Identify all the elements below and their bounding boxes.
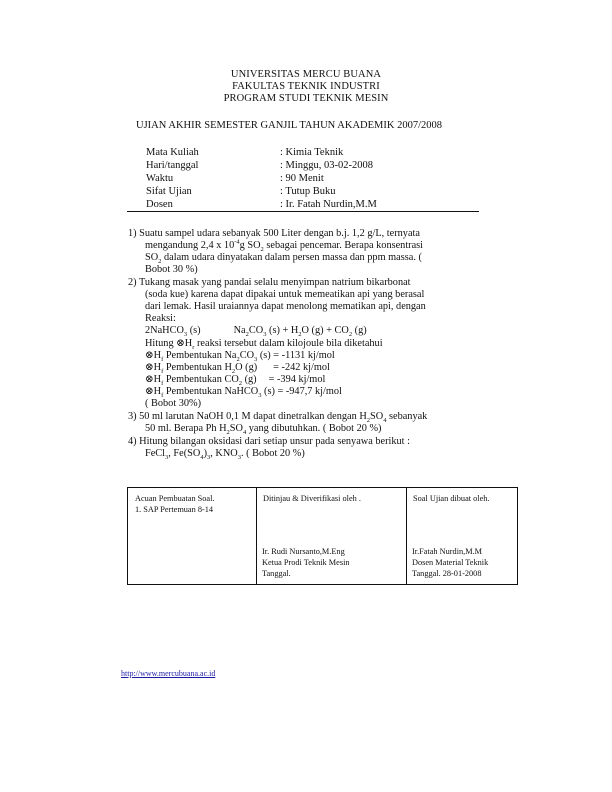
text: ⊗H xyxy=(145,350,162,361)
text: CO xyxy=(239,350,255,361)
info-value: : Tutup Buku xyxy=(280,186,336,197)
text: dalam udara dinyatakan dalam persen massa dan ppm massa. ( xyxy=(161,252,422,263)
info-value: : Ir. Fatah Nurdin,M.M xyxy=(280,199,377,210)
text: O (g) + CO xyxy=(301,325,349,336)
q2-enthalpy-3 xyxy=(145,374,325,386)
text: reaksi tersebut dalam kilojoule bila diketahui xyxy=(194,338,383,349)
q2-enthalpy-4 xyxy=(145,386,342,398)
subscript: 2 xyxy=(245,331,249,339)
exam-info xyxy=(146,146,486,211)
text: ) xyxy=(203,448,208,459)
verifier-column xyxy=(256,488,407,584)
q2-line-2: (soda kue) karena dapat dipakai untuk memeatikan api yang berasal xyxy=(145,289,425,300)
subscript: r xyxy=(192,344,195,352)
faculty-name: FAKULTAS TEKNIK INDUSTRI xyxy=(232,81,380,92)
q3-line-2 xyxy=(145,423,381,435)
text: 3) 50 ml larutan NaOH 0,1 M dapat dinetralkan dengan H xyxy=(128,411,367,422)
text: (SO xyxy=(183,448,201,459)
reference-text xyxy=(135,493,215,515)
author-signature xyxy=(412,546,488,579)
subscript: 3 xyxy=(237,454,241,462)
subscript: 3 xyxy=(183,331,188,339)
text: Pembentukan CO xyxy=(163,374,239,385)
text: . ( Bobot 20 %) xyxy=(240,448,305,459)
subscript: 2 xyxy=(298,331,302,339)
text: ⊗H xyxy=(145,374,162,385)
verifier-heading: Ditinjau & Diverifikasi oleh . xyxy=(263,494,361,503)
text: sebanyak xyxy=(386,411,428,422)
verifier-date: Tanggal. xyxy=(262,569,291,578)
info-value: : Kimia Teknik xyxy=(280,147,344,158)
author-role: Dosen Material Teknik xyxy=(412,558,489,567)
info-label: Waktu xyxy=(146,173,174,184)
text: SO xyxy=(145,252,159,263)
q2-line-4: Reaksi: xyxy=(145,313,176,324)
exam-title: UJIAN AKHIR SEMESTER GANJIL TAHUN AKADEMIK 2007/2008 xyxy=(136,120,442,131)
subscript: 4 xyxy=(200,454,204,462)
subscript: f xyxy=(161,356,164,364)
author-heading: Soal Ujian dibuat oleh. xyxy=(413,494,490,503)
superscript: -4 xyxy=(234,238,240,246)
program-name: PROGRAM STUDI TEKNIK MESIN xyxy=(223,93,389,104)
text: ⊗H xyxy=(145,386,162,397)
info-row-time xyxy=(146,172,486,185)
text: = -242 kj/mol xyxy=(273,362,330,373)
signature-box xyxy=(127,487,518,585)
reference-column xyxy=(128,488,257,584)
verifier-role: Ketua Prodi Teknik Mesin xyxy=(262,558,350,567)
subscript: f xyxy=(161,392,164,400)
subscript: 3 xyxy=(165,454,169,462)
text: = -394 kj/mol xyxy=(268,374,326,385)
text: (s) = -947,7 kj/mol xyxy=(261,386,342,397)
q1-line-1: 1) Suatu sampel udara sebanyak 500 Liter dengan b.j. 1,2 g/L, ternyata xyxy=(128,228,420,239)
text: CO xyxy=(248,325,264,336)
text: (g) xyxy=(242,374,257,385)
q2-reaction xyxy=(145,325,367,337)
text: Pembentukan Na xyxy=(163,350,237,361)
info-row-type xyxy=(146,185,486,198)
text: mengandung 2,4 x 10 xyxy=(145,240,235,251)
subscript: 3 xyxy=(258,392,262,400)
verifier-name: Ir. Rudi Nursanto,M.Eng xyxy=(262,547,345,556)
q3-line-1 xyxy=(128,411,427,423)
text: SO xyxy=(370,411,384,422)
author-column xyxy=(406,488,517,584)
subscript: 2 xyxy=(236,356,240,364)
subscript: 2 xyxy=(158,258,162,266)
header-divider xyxy=(127,211,479,212)
text: 50 ml. Berapa Ph H xyxy=(145,423,227,434)
q2-line-3: dari lemak. Hasil uraiannya dapat menolong mematikan api, dengan xyxy=(145,301,426,312)
q2-line-6 xyxy=(145,338,383,350)
info-row-lecturer xyxy=(146,198,486,211)
text: (s) = -1131 kj/mol xyxy=(257,350,335,361)
text: O (g) xyxy=(235,362,258,373)
subscript: 4 xyxy=(383,417,387,425)
subscript: 2 xyxy=(238,380,243,388)
q2-line-1: 2) Tukang masak yang pandai selalu menyimpan natrium bikarbonat xyxy=(128,277,411,288)
q2-enthalpy-2 xyxy=(145,362,330,374)
info-label: Hari/tanggal xyxy=(146,160,199,171)
text: SO xyxy=(229,423,243,434)
info-row-date xyxy=(146,159,486,172)
info-label: Mata Kuliah xyxy=(146,147,199,158)
subscript: f xyxy=(161,380,164,388)
info-label: Dosen xyxy=(146,199,173,210)
text: Na xyxy=(233,325,246,336)
q1-line-2 xyxy=(145,240,423,252)
author-date: Tanggal. 28-01-2008 xyxy=(412,569,482,578)
text: , Fe xyxy=(168,448,184,459)
text: g SO xyxy=(239,240,261,251)
subscript: 2 xyxy=(348,331,353,339)
q2-weight: ( Bobot 30%) xyxy=(145,398,202,409)
author-name: Ir.Fatah Nurdin,M.M xyxy=(412,547,483,556)
text: (s) xyxy=(187,325,201,336)
subscript: 2 xyxy=(231,368,236,376)
subscript: 2 xyxy=(226,429,230,437)
info-row-course xyxy=(146,146,486,159)
info-value: : Minggu, 03-02-2008 xyxy=(280,160,374,171)
university-name: UNIVERSITAS MERCU BUANA xyxy=(230,69,382,80)
info-label: Sifat Ujian xyxy=(146,186,192,197)
text: 2NaHCO xyxy=(145,325,184,336)
text: yang dibutuhkan. ( Bobot 20 %) xyxy=(246,423,382,434)
q4-line-1: 4) Hitung bilangan oksidasi dari setiap unsur pada senyawa berikut : xyxy=(128,436,410,447)
text: Pembentukan H xyxy=(163,362,232,373)
info-value: : 90 Menit xyxy=(280,173,324,184)
subscript: 3 xyxy=(207,454,211,462)
text: , KNO xyxy=(210,448,238,459)
subscript: 3 xyxy=(263,331,267,339)
text: (s) + H xyxy=(266,325,299,336)
q4-line-2 xyxy=(145,448,305,460)
subscript: 2 xyxy=(260,246,264,254)
text: ⊗H xyxy=(145,362,162,373)
website-link[interactable]: http://www.mercubuana.ac.id xyxy=(121,669,216,678)
q1-weight: Bobot 30 %) xyxy=(145,264,198,275)
subscript: 3 xyxy=(254,356,258,364)
text: FeCl xyxy=(145,448,166,459)
reference-title: Acuan Pembuatan Soal. xyxy=(135,494,215,503)
text: (g) xyxy=(352,325,367,336)
q1-line-3 xyxy=(145,252,422,264)
subscript: 4 xyxy=(242,429,247,437)
verifier-signature xyxy=(262,546,350,579)
q2-enthalpy-1 xyxy=(145,350,335,362)
reference-item: 1. SAP Pertemuan 8-14 xyxy=(135,505,214,514)
text: Pembentukan NaHCO xyxy=(163,386,259,397)
text: sebagai pencemar. Berapa konsentrasi xyxy=(263,240,424,251)
subscript: 2 xyxy=(366,417,371,425)
subscript: f xyxy=(161,368,164,376)
text: Hitung ⊗H xyxy=(145,338,193,349)
